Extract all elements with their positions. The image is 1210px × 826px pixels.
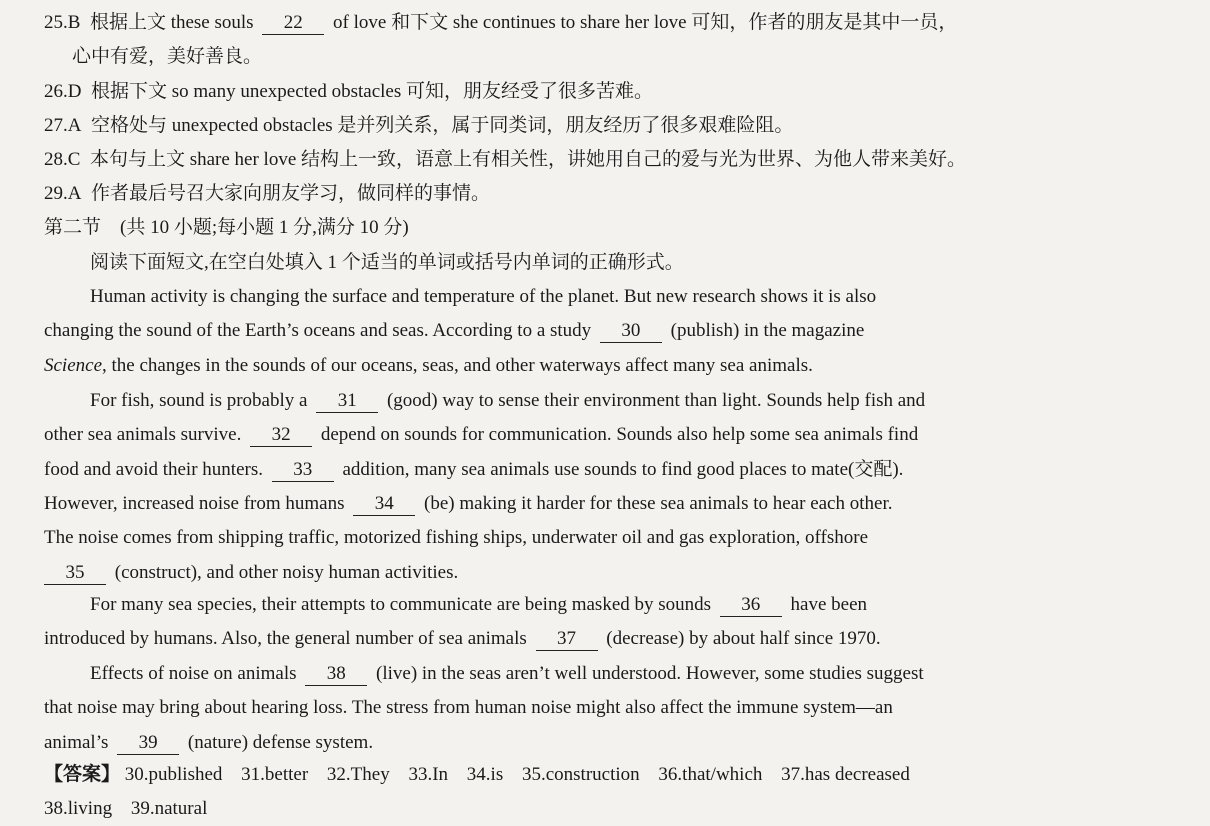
blank-22: 22 bbox=[262, 12, 324, 35]
answer-item: 34.is bbox=[466, 764, 504, 785]
p2-line6 bbox=[40, 558, 1210, 588]
q25-line bbox=[44, 8, 1210, 38]
p3-l2b: (decrease) by about half since 1970. bbox=[606, 628, 881, 649]
blank-36: 36 bbox=[720, 594, 782, 617]
p2-line2 bbox=[44, 420, 1210, 450]
q29-text: 作者最后号召大家向朋友学习，做同样的事情。 bbox=[90, 183, 490, 204]
q26-line bbox=[44, 77, 1210, 107]
answer-item: 38.living bbox=[44, 798, 113, 819]
q26-text: 根据下文 so many unexpected obstacles 可知，朋友经受了很多苦难。 bbox=[90, 81, 653, 102]
p1-l2a: changing the sound of the Earth’s oceans and seas. According to a study bbox=[44, 320, 592, 341]
p2-l2a: other sea animals survive. bbox=[44, 424, 242, 445]
blank-39: 39 bbox=[117, 732, 179, 755]
p3-line2 bbox=[44, 624, 1210, 654]
p3-l1b: have been bbox=[790, 594, 868, 615]
p2-l3b: addition, many sea animals use sounds to find good places to mate(交配). bbox=[342, 459, 904, 480]
section2-instruction: 阅读下面短文,在空白处填入 1 个适当的单词或括号内单词的正确形式。 bbox=[90, 252, 684, 273]
p3-l1a: For many sea species, their attempts to communicate are being masked by sounds bbox=[90, 594, 712, 615]
answer-item: 32.They bbox=[326, 764, 390, 785]
p1-l3b: , the changes in the sounds of our oceans, seas, and other waterways affect many sea animals. bbox=[102, 355, 813, 376]
blank-30: 30 bbox=[600, 320, 662, 343]
answer-item: 31.better bbox=[241, 764, 309, 785]
answer-item: 30.published bbox=[124, 764, 223, 785]
q25-num: 25.B bbox=[44, 12, 81, 33]
answer-item: 36.that/which bbox=[658, 764, 763, 785]
blank-31: 31 bbox=[316, 390, 378, 413]
q27-num: 27.A bbox=[44, 115, 82, 136]
p2-line4 bbox=[44, 489, 1210, 519]
p3-line1 bbox=[90, 590, 1210, 620]
q25-cont-line bbox=[72, 42, 1210, 72]
p2-l2b: depend on sounds for communication. Sounds also help some sea animals find bbox=[320, 424, 919, 445]
q26-num: 26.D bbox=[44, 81, 82, 102]
p1-l2b: (publish) in the magazine bbox=[670, 320, 865, 341]
q27-text: 空格处与 unexpected obstacles 是并列关系，属于同类词，朋友经历了很多艰难险阻。 bbox=[90, 115, 794, 136]
p2-l3a: food and avoid their hunters. bbox=[44, 459, 263, 480]
magazine-name: Science bbox=[44, 355, 103, 376]
q25-cont: 心中有爱，美好善良。 bbox=[72, 46, 263, 67]
blank-35: 35 bbox=[44, 562, 106, 585]
p1-line2 bbox=[44, 316, 1210, 346]
q27-line bbox=[44, 111, 1210, 141]
p4-line1 bbox=[90, 659, 1210, 689]
q25-text-b: of love 和下文 she continues to share her love 可知，作者的朋友是其中一员， bbox=[333, 12, 958, 33]
p4-l1a: Effects of noise on animals bbox=[90, 663, 297, 684]
answers-line1 bbox=[44, 760, 1210, 790]
q29-line bbox=[44, 179, 1210, 209]
p2-line1 bbox=[90, 386, 1210, 416]
answers-label: 【答案】 bbox=[44, 764, 121, 785]
p1-line3 bbox=[44, 351, 1210, 381]
blank-38: 38 bbox=[305, 663, 367, 686]
p4-line2: that noise may bring about hearing loss. The stress from human noise might also affect the immune system—an bbox=[44, 697, 893, 718]
p2-l1a: For fish, sound is probably a bbox=[90, 390, 308, 411]
p1-line1: Human activity is changing the surface and temperature of the planet. But new research shows it is also bbox=[90, 286, 877, 307]
q28-text: 本句与上文 share her love 结构上一致，语意上有相关性，讲她用自己的爱与光为世界、为他人带来美好。 bbox=[89, 149, 966, 170]
q25-text-a: 根据上文 these souls bbox=[89, 12, 254, 33]
answer-item: 37.has decreased bbox=[781, 764, 910, 785]
answer-item: 35.construction bbox=[521, 764, 640, 785]
p2-l6b: (construct), and other noisy human activities. bbox=[114, 562, 459, 583]
p4-l1b: (live) in the seas aren’t well understood. However, some studies suggest bbox=[376, 663, 924, 684]
p2-l1b: (good) way to sense their environment than light. Sounds help fish and bbox=[386, 390, 926, 411]
p4-l3b: (nature) defense system. bbox=[187, 732, 374, 753]
answers-line2 bbox=[44, 794, 1210, 824]
section2-title: 第二节 (共 10 小题;每小题 1 分,满分 10 分) bbox=[44, 217, 409, 238]
answer-item: 33.In bbox=[408, 764, 449, 785]
blank-33: 33 bbox=[272, 459, 334, 482]
p2-l4a: However, increased noise from humans bbox=[44, 493, 345, 514]
p4-l3a: animal’s bbox=[44, 732, 109, 753]
p2-l4b: (be) making it harder for these sea animals to hear each other. bbox=[424, 493, 893, 514]
blank-37: 37 bbox=[536, 628, 598, 651]
blank-32: 32 bbox=[250, 424, 312, 447]
p3-l2a: introduced by humans. Also, the general number of sea animals bbox=[44, 628, 527, 649]
p2-line5: The noise comes from shipping traffic, motorized fishing ships, underwater oil and gas exploration, offshore bbox=[44, 527, 869, 548]
p2-line3 bbox=[44, 455, 1210, 485]
q28-line bbox=[44, 145, 1210, 175]
p4-line3 bbox=[44, 728, 1210, 758]
q28-num: 28.C bbox=[44, 149, 81, 170]
q29-num: 29.A bbox=[44, 183, 82, 204]
answer-item: 39.natural bbox=[130, 798, 208, 819]
blank-34: 34 bbox=[353, 493, 415, 516]
